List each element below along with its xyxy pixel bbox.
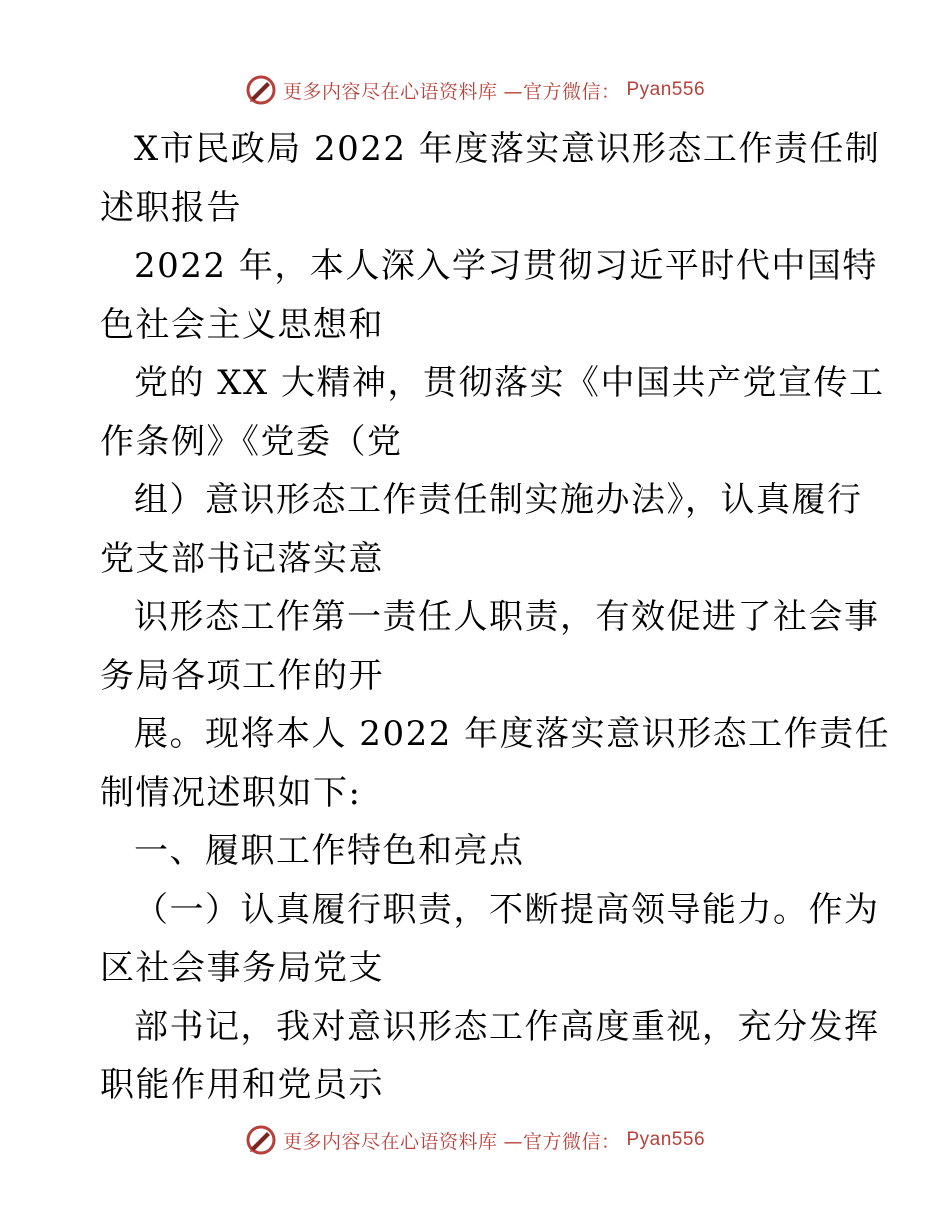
watermark-suffix: —官方微信： — [503, 1130, 621, 1153]
watermark-text: 更多内容尽在心语资料库 — [282, 1130, 498, 1153]
text-line: 一、履职工作特色和亮点 — [134, 831, 525, 871]
pen-logo-icon — [245, 1124, 277, 1156]
text-line: 制情况述职如下: — [100, 772, 362, 813]
watermark-footer — [0, 1122, 950, 1158]
text-line: 党支部书记落实意 — [100, 538, 384, 579]
watermark-account: Pyan556 — [626, 79, 706, 100]
document-body — [100, 120, 891, 1115]
text-line: 识形态工作第一责任人职责，有效促进了社会事 — [134, 597, 880, 637]
text-line: 部书记，我对意识形态工作高度重视，充分发挥 — [134, 1006, 880, 1047]
watermark-suffix: —官方微信： — [503, 80, 621, 103]
text-line: 党的 XX 大精神，贯彻落实《中国共产党宣传工 — [134, 363, 885, 403]
text-line: 述职报告 — [100, 187, 242, 228]
watermark-account: Pyan556 — [626, 1129, 706, 1150]
text-line: （一）认真履行职责，不断提高领导能力。作为 — [134, 889, 880, 930]
text-line: 作条例》《党委（党 — [100, 421, 403, 462]
text-line: 色社会主义思想和 — [100, 304, 384, 345]
text-line: 2022 年，本人深入学习贯彻习近平时代中国特 — [134, 246, 878, 286]
text-line: 组）意识形态工作责任制实施办法》，认真履行 — [134, 480, 863, 520]
text-line: 展。现将本人 2022 年度落实意识形态工作责任 — [134, 714, 891, 754]
text-line: 职能作用和党员示 — [100, 1065, 384, 1105]
watermark-header — [0, 72, 950, 108]
pen-logo-icon — [245, 74, 277, 106]
text-line: 区社会事务局党支 — [100, 948, 384, 988]
text-line: X市民政局 2022 年度落实意识形态工作责任制 — [134, 129, 881, 169]
watermark-text: 更多内容尽在心语资料库 — [282, 80, 498, 103]
text-line: 务局各项工作的开 — [100, 655, 384, 696]
